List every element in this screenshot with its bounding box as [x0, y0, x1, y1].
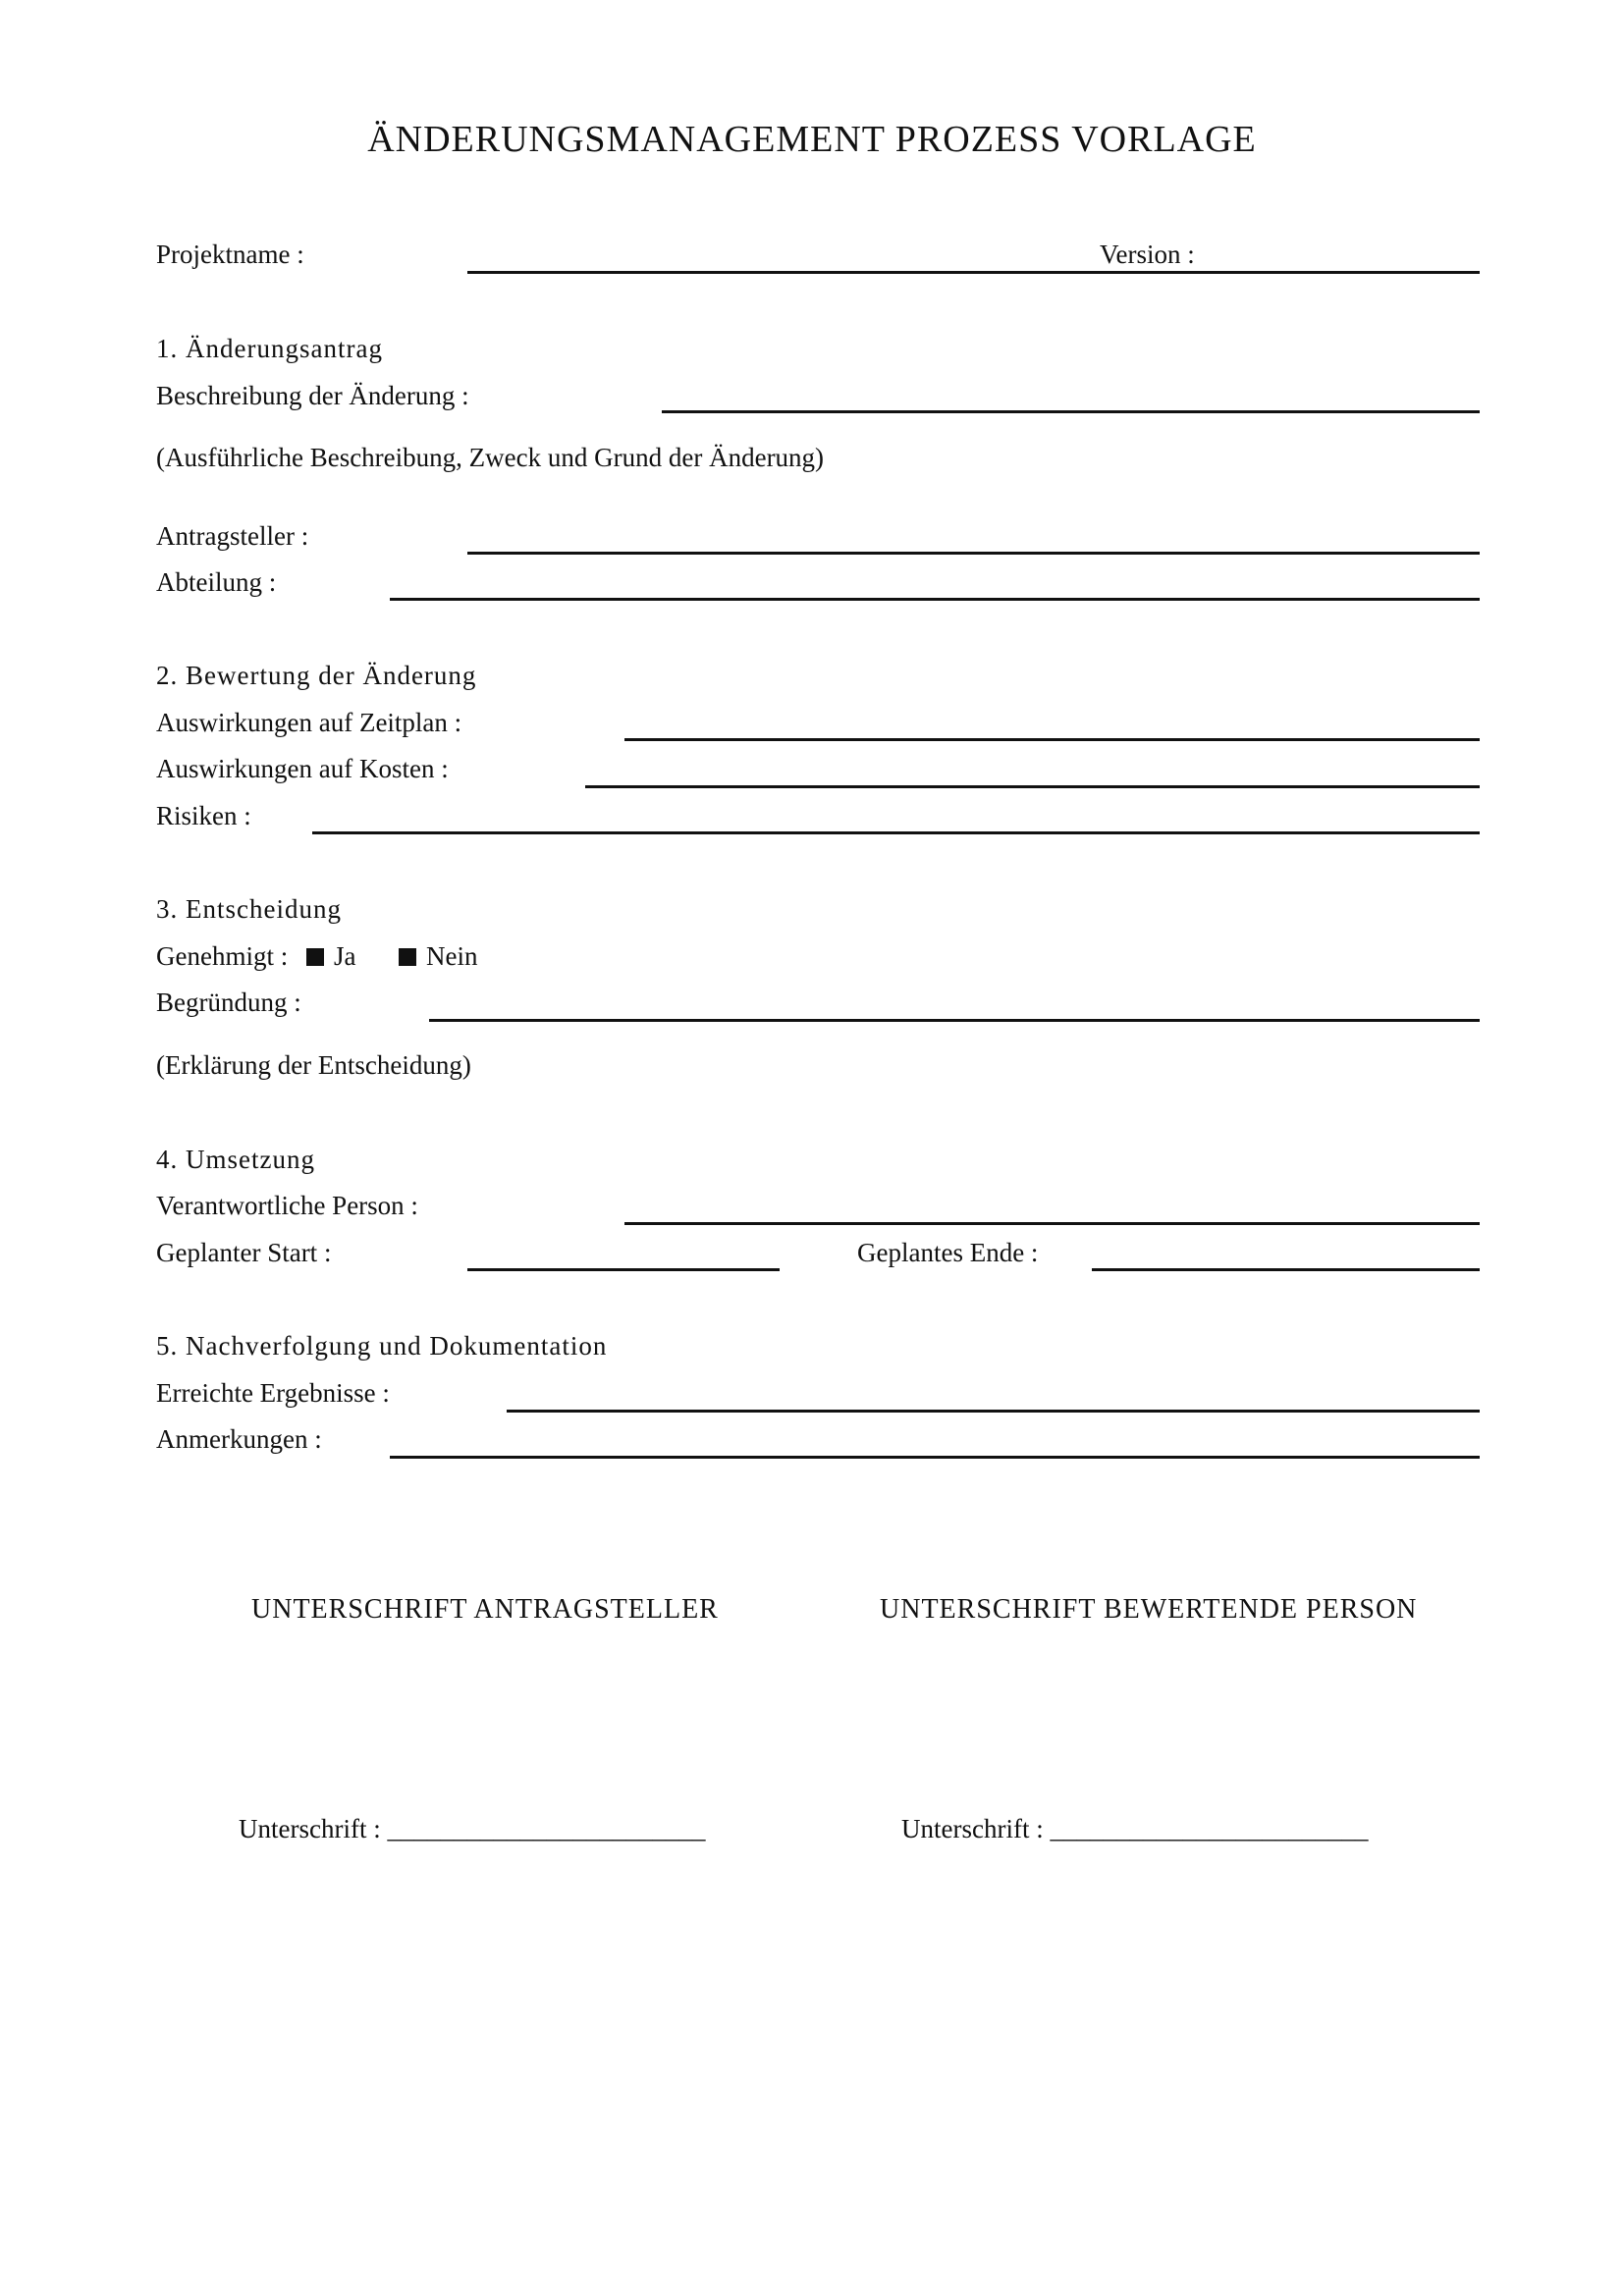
- planned-start-label: Geplanter Start :: [156, 1238, 332, 1267]
- no-label: Nein: [426, 941, 478, 971]
- version-label: Version :: [1092, 240, 1203, 270]
- schedule-impact-field[interactable]: [624, 738, 1480, 741]
- notes-label: Anmerkungen :: [156, 1424, 322, 1454]
- department-label: Abteilung :: [156, 567, 277, 597]
- applicant-label: Antragsteller :: [156, 521, 309, 551]
- signature-reviewer-heading: UNTERSCHRIFT BEWERTENDE PERSON: [880, 1594, 1418, 1625]
- risks-field[interactable]: [312, 831, 1480, 834]
- approved-no-option[interactable]: [399, 941, 477, 972]
- planned-end-field[interactable]: [1092, 1268, 1480, 1271]
- description-hint: (Ausführliche Beschreibung, Zweck und Grund der Änderung): [156, 443, 825, 472]
- cost-impact-label: Auswirkungen auf Kosten :: [156, 754, 449, 783]
- reason-label: Begründung :: [156, 988, 301, 1017]
- checkbox-no-icon[interactable]: [399, 948, 416, 966]
- signature-applicant-line[interactable]: Unterschrift : ________________________: [239, 1814, 706, 1843]
- section-3-heading: 3. Entscheidung: [156, 894, 342, 924]
- results-label: Erreichte Ergebnisse :: [156, 1378, 390, 1408]
- cost-impact-field[interactable]: [585, 785, 1480, 788]
- notes-field[interactable]: [390, 1456, 1480, 1459]
- project-name-label: Projektname :: [156, 240, 304, 269]
- signature-reviewer-line[interactable]: Unterschrift : ________________________: [901, 1814, 1369, 1843]
- checkbox-yes-icon[interactable]: [306, 948, 324, 966]
- department-field[interactable]: [390, 598, 1480, 601]
- project-name-field[interactable]: [467, 271, 1480, 274]
- schedule-impact-label: Auswirkungen auf Zeitplan :: [156, 708, 462, 737]
- reason-hint: (Erklärung der Entscheidung): [156, 1050, 471, 1080]
- signature-applicant-heading: UNTERSCHRIFT ANTRAGSTELLER: [251, 1594, 719, 1625]
- section-2-heading: 2. Bewertung der Änderung: [156, 661, 477, 690]
- yes-label: Ja: [334, 941, 356, 971]
- planned-end-label: Geplantes Ende :: [857, 1238, 1039, 1267]
- approved-label: Genehmigt :: [156, 941, 289, 971]
- responsible-field[interactable]: [624, 1222, 1480, 1225]
- description-field[interactable]: [662, 410, 1480, 413]
- risks-label: Risiken :: [156, 801, 251, 830]
- document-title: ÄNDERUNGSMANAGEMENT PROZESS VORLAGE: [367, 119, 1257, 160]
- description-label: Beschreibung der Änderung :: [156, 381, 469, 410]
- reason-field[interactable]: [429, 1019, 1480, 1022]
- results-field[interactable]: [507, 1410, 1480, 1413]
- applicant-field[interactable]: [467, 552, 1480, 555]
- section-1-heading: 1. Änderungsantrag: [156, 334, 383, 363]
- planned-start-field[interactable]: [467, 1268, 780, 1271]
- section-4-heading: 4. Umsetzung: [156, 1145, 315, 1174]
- responsible-label: Verantwortliche Person :: [156, 1191, 418, 1220]
- section-5-heading: 5. Nachverfolgung und Dokumentation: [156, 1331, 608, 1361]
- approved-yes-option[interactable]: [306, 941, 356, 972]
